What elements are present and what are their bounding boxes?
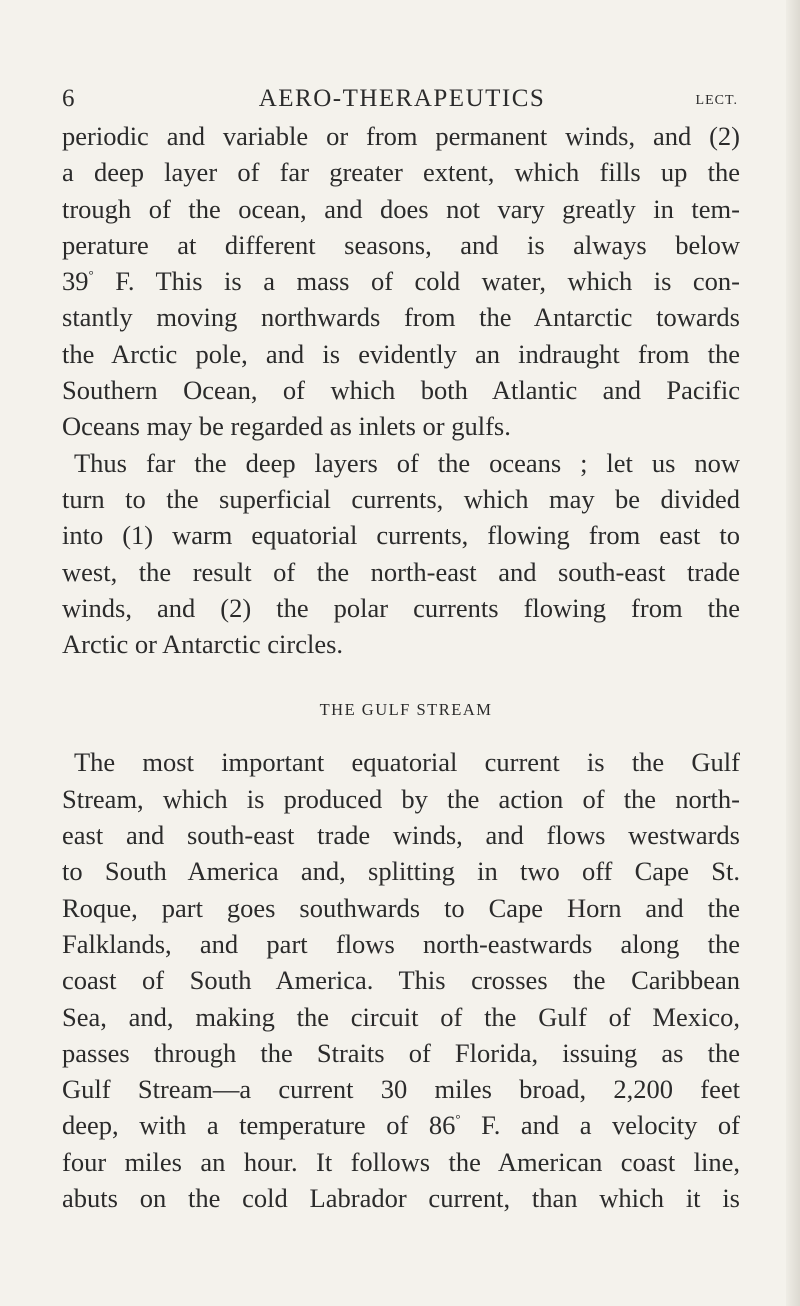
section-spacer [62, 662, 740, 690]
text-line: trough of the ocean, and does not vary greatly in tem- [62, 193, 740, 224]
text-line: the Arctic pole, and is evidently an indraught from the [62, 338, 740, 369]
page-number: 6 [62, 85, 75, 112]
running-head [62, 82, 738, 116]
text-line: Gulf Stream—a current 30 miles broad, 2,200 feet [62, 1074, 740, 1105]
text-line: to South America and, splitting in two off Cape St. [62, 856, 740, 887]
text-line: perature at different seasons, and is always below [62, 229, 740, 260]
degree-mark: ° [455, 1111, 461, 1127]
body-text [62, 118, 740, 1216]
text-line: winds, and (2) the polar currents flowing from the [62, 592, 740, 623]
text-fragment: F. This is a mass of cold water, which is con- [115, 266, 741, 297]
text-line: Thus far the deep layers of the oceans ; let us now [74, 447, 740, 478]
paragraph [62, 445, 740, 663]
text-line: into (1) warm equatorial currents, flowing from east to [62, 520, 740, 551]
text-line: Southern Ocean, of which both Atlantic and Pacific [62, 375, 740, 406]
text-line: coast of South America. This crosses the Caribbean [62, 965, 740, 996]
text-fragment: deep, with a temperature of 86 [62, 1110, 456, 1141]
temperature-value: 39 [62, 266, 89, 297]
degree-mark: ° [88, 267, 94, 283]
text-line: Oceans may be regarded as inlets or gulfs. [62, 411, 511, 442]
text-line: Arctic or Antarctic circles. [62, 629, 344, 660]
text-line: Roque, part goes southwards to Cape Horn and the [62, 892, 740, 923]
text-line: a deep layer of far greater extent, which fills up the [62, 157, 740, 188]
text-line: abuts on the cold Labrador current, than which it is [62, 1183, 740, 1214]
running-title: AERO-THERAPEUTICS [258, 85, 546, 112]
text-line: Sea, and, making the circuit of the Gulf of Mexico, [62, 1001, 740, 1032]
text-line: periodic and variable or from permanent winds, and (2) [62, 121, 740, 151]
text-line-with-temperature [62, 1107, 740, 1143]
text-line: four miles an hour. It follows the American coast line, [62, 1146, 740, 1177]
text-fragment: F. and a velocity of [481, 1110, 741, 1141]
text-line: The most important equatorial current is the Gulf [74, 747, 740, 778]
section-spacer [62, 730, 740, 744]
text-line: east and south-east trade winds, and flows westwards [62, 820, 740, 851]
text-line: turn to the superficial currents, which may be divided [62, 483, 740, 514]
text-line: west, the result of the north-east and south-east trade [62, 556, 740, 587]
text-line: passes through the Straits of Florida, issuing as the [62, 1037, 740, 1068]
text-line: Falklands, and part flows north-eastwards along the [62, 928, 740, 959]
section-heading: THE GULF STREAM [319, 700, 493, 720]
page-edge-shadow [786, 0, 800, 1306]
lecture-label: LECT. [695, 93, 738, 108]
paragraph [62, 744, 740, 1216]
paragraph [62, 118, 740, 445]
text-line: Stream, which is produced by the action of the north- [62, 783, 740, 814]
text-line-with-temperature [62, 263, 740, 299]
text-line: stantly moving northwards from the Antarctic towards [62, 302, 740, 333]
